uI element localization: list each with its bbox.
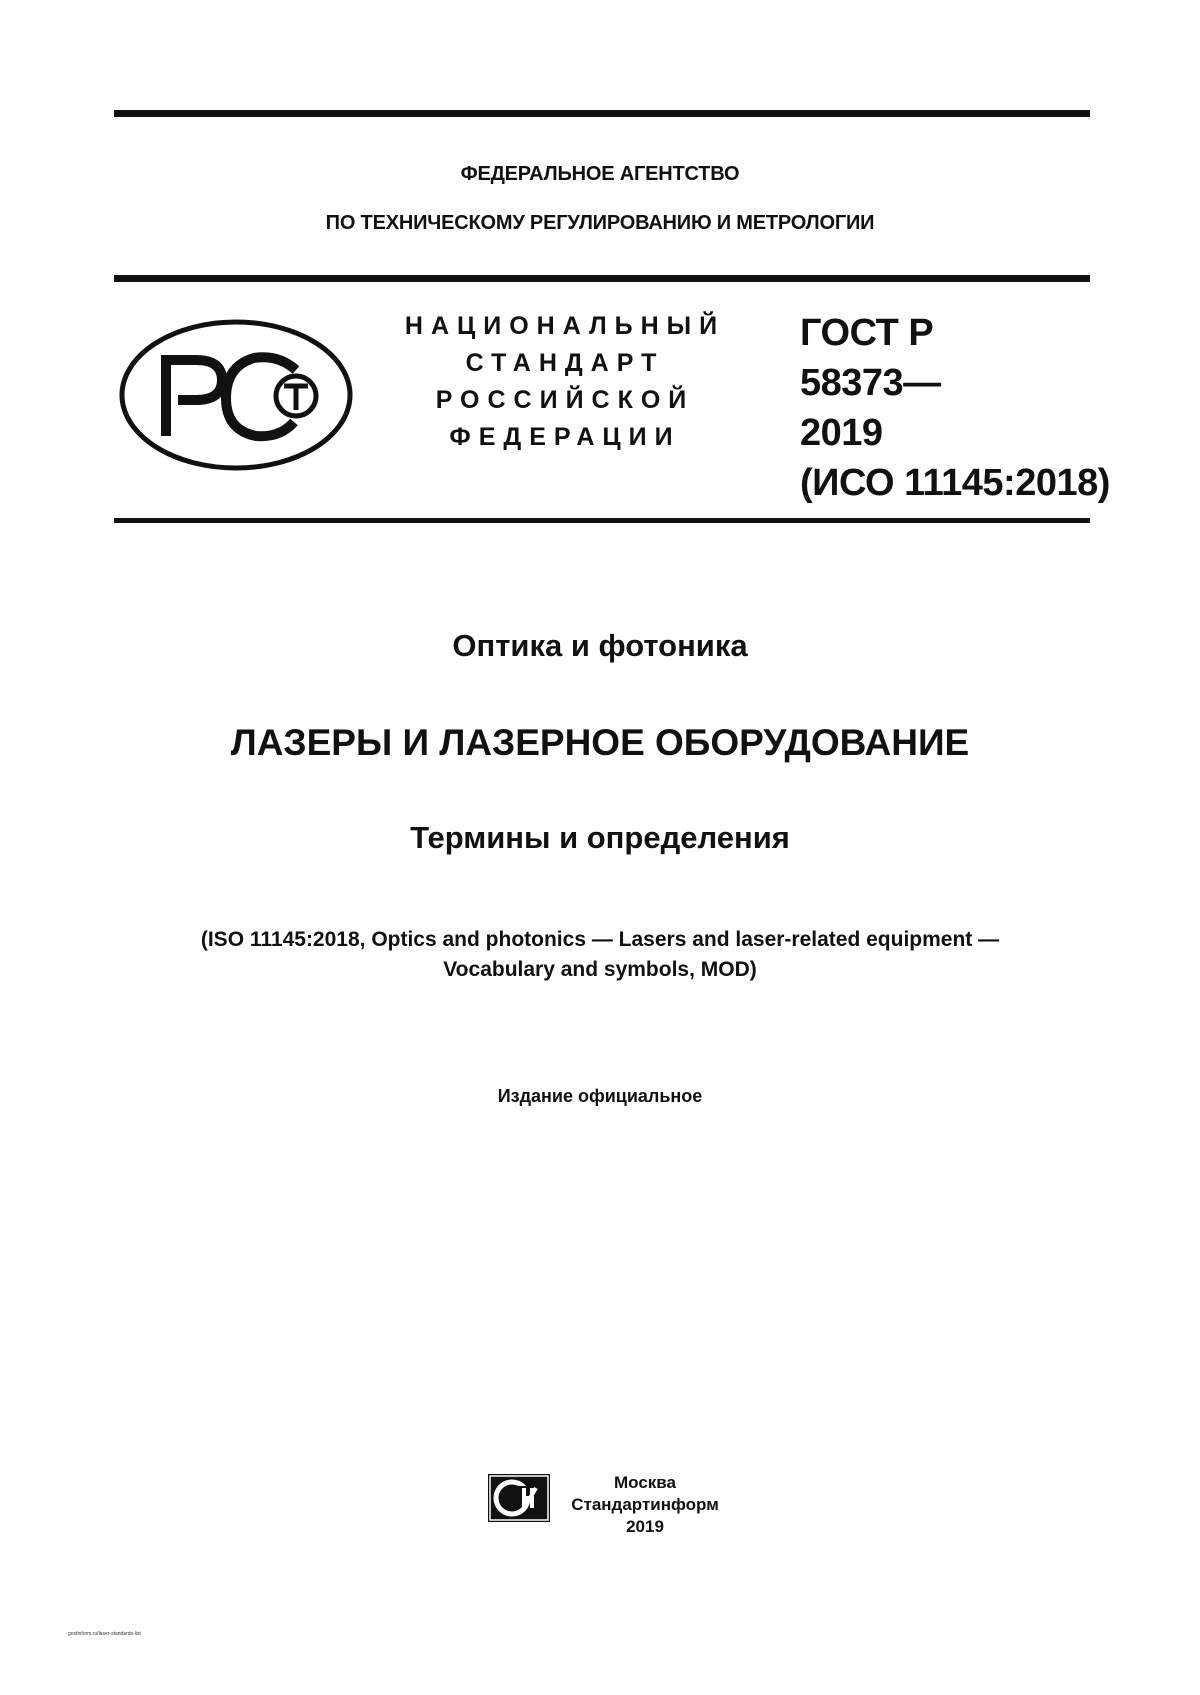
publisher-year: 2019 <box>626 1517 664 1536</box>
field-title: Оптика и фотоника <box>452 628 748 663</box>
standartinform-logo <box>486 1470 554 1526</box>
publisher-city: Москва <box>614 1473 676 1492</box>
agency-line-1: ФЕДЕРАЛЬНОЕ АГЕНТСТВО <box>460 163 740 185</box>
lower-rule <box>114 518 1090 523</box>
national-line-4: ФЕДЕРАЦИИ <box>449 423 681 451</box>
national-line-2: СТАНДАРТ <box>465 349 665 377</box>
agency-line-2: ПО ТЕХНИЧЕСКОМУ РЕГУЛИРОВАНИЮ И МЕТРОЛОГИИ <box>325 212 875 234</box>
footer-text: gostinform.ru/laser-standards-list <box>68 1631 141 1637</box>
main-title: ЛАЗЕРЫ И ЛАЗЕРНОЕ ОБОРУДОВАНИЕ <box>230 722 970 763</box>
upper-rule <box>114 275 1090 282</box>
top-rule <box>114 110 1090 117</box>
national-line-1: НАЦИОНАЛЬНЫЙ <box>404 312 726 340</box>
publisher-name: Стандартинформ <box>571 1495 719 1514</box>
edition-note: Издание официальное <box>497 1086 703 1106</box>
designation-line-3: 2019 <box>800 412 883 454</box>
designation-line-2: 58373— <box>800 362 941 404</box>
iso-reference-line-1: (ISO 11145:2018, Optics and photonics — Lasers and laser-related equipment — <box>200 928 1000 951</box>
gost-r-logo <box>118 318 354 472</box>
subtitle: Термины и определения <box>410 820 790 855</box>
designation-line-4: (ИСО 11145:2018) <box>800 462 1110 504</box>
iso-reference-line-2: Vocabulary and symbols, MOD) <box>443 958 757 981</box>
designation-line-1: ГОСТ Р <box>800 312 934 354</box>
national-line-3: РОССИЙСКОЙ <box>435 386 695 414</box>
